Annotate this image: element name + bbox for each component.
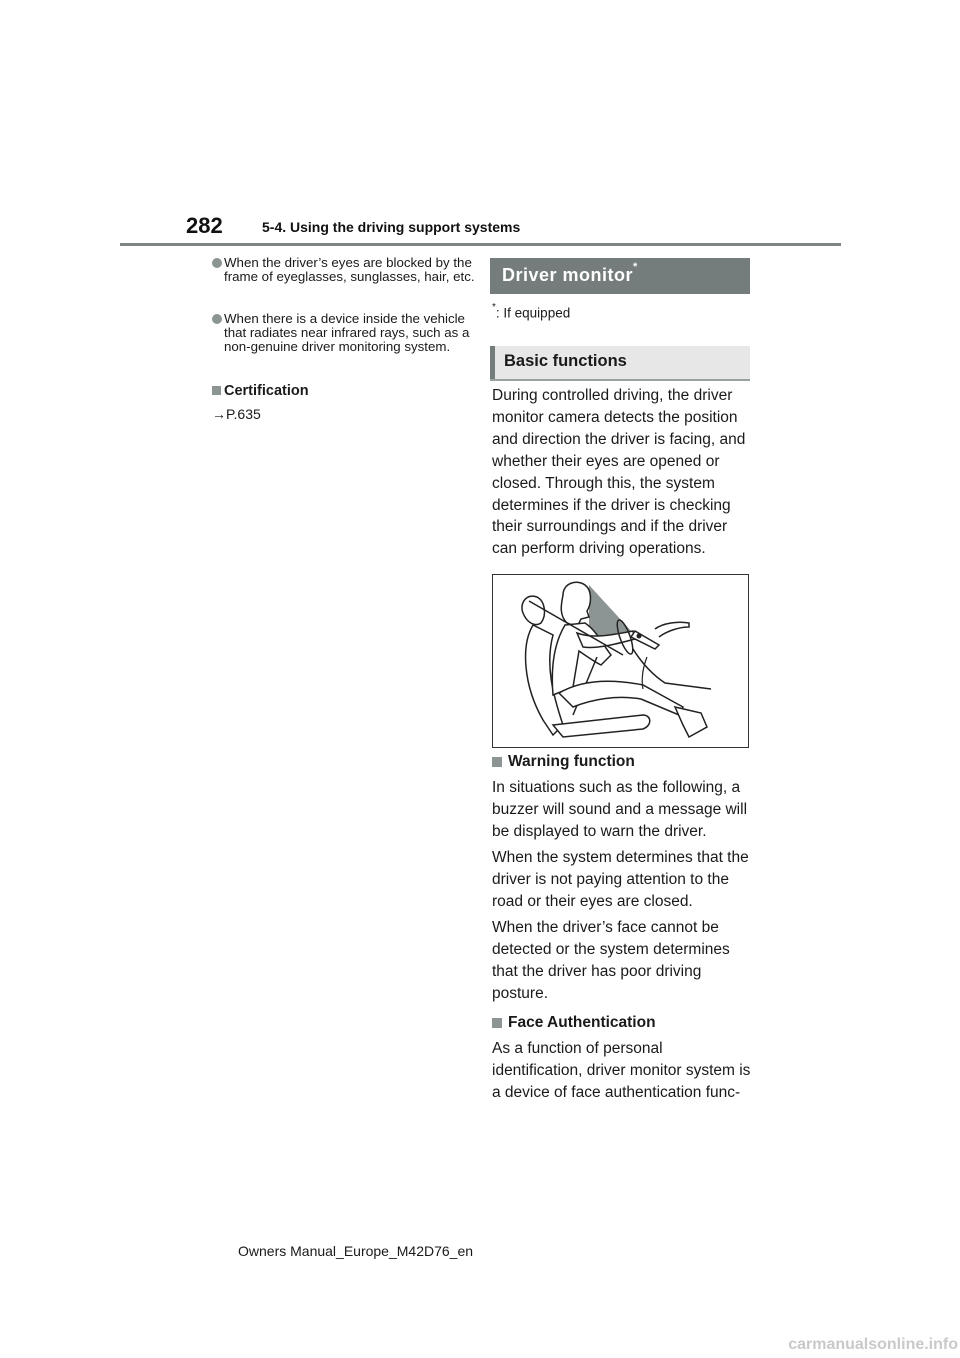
warning-paragraph: When the system determines that the driver is not paying attention to the road or their eyes are closed. [492,849,749,910]
certification-heading: Certification [212,383,309,399]
list-item [212,256,482,284]
intro-paragraph: During controlled driving, the driver monitor camera detects the position and direction the driver is facing, and whether their eyes are opened or closed. Through this, the system determines if the driver is checking their surroundings and if the driver can perform driving operations. [492,387,746,558]
warning-function-heading: Warning function [492,753,635,771]
bullet-text: When there is a device inside the vehicle that radiates near infrared rays, such as a non-genuine driver monitoring system. [224,311,470,354]
floor-line-icon [633,649,711,689]
warning-paragraph: When the driver’s face cannot be detected or the system determines that the driver has poor driving posture. [492,919,730,1002]
driver-head-icon [561,582,590,627]
driver-camera-drawing [493,575,748,747]
page-number: 282 [186,213,223,238]
subsection-heading: Basic functions [490,346,750,380]
header-rule [120,243,841,246]
bullet-dot-icon [212,314,222,324]
face-authentication-heading: Face Authentication [492,1014,656,1032]
footnote [492,304,570,321]
section-heading: Driver monitor [502,265,634,285]
warning-paragraph: In situations such as the following, a buzzer will sound and a message will be displayed to warn the driver. [492,779,748,840]
square-bullet-icon [492,757,502,767]
camera-beam-shape [589,585,633,638]
steering-column-icon [631,631,659,649]
section-title: 5-4. Using the driving support systems [262,219,521,235]
bullet-text: When the driver’s eyes are blocked by the frame of eyeglasses, sunglasses, hair, etc. [224,255,475,284]
dashboard-icon [655,622,689,637]
square-bullet-icon [212,386,221,395]
document-id: Owners Manual_Europe_M42D76_en [238,1243,474,1259]
seat-bottom-icon [553,715,650,737]
certification-page-link[interactable]: →P.635 [212,406,261,422]
list-item [212,312,482,354]
driver-legs-icon [559,681,683,715]
watermark: carmanualsonline.info [788,1336,958,1353]
subsection-rule [490,379,750,381]
footnote-text: : If equipped [495,305,571,321]
face-paragraph: As a function of personal identification, driver monitor system is a device of face authentication func- [492,1040,751,1101]
section-heading-bar [490,258,750,294]
bullet-dot-icon [212,258,222,268]
square-bullet-icon [492,1018,502,1028]
asterisk-mark: * [633,261,638,273]
driver-monitor-illustration [492,574,749,748]
driver-foot-icon [675,707,707,737]
camera-icon [637,634,642,639]
headrest-icon [522,596,545,624]
footnote-mark: * [492,302,496,313]
